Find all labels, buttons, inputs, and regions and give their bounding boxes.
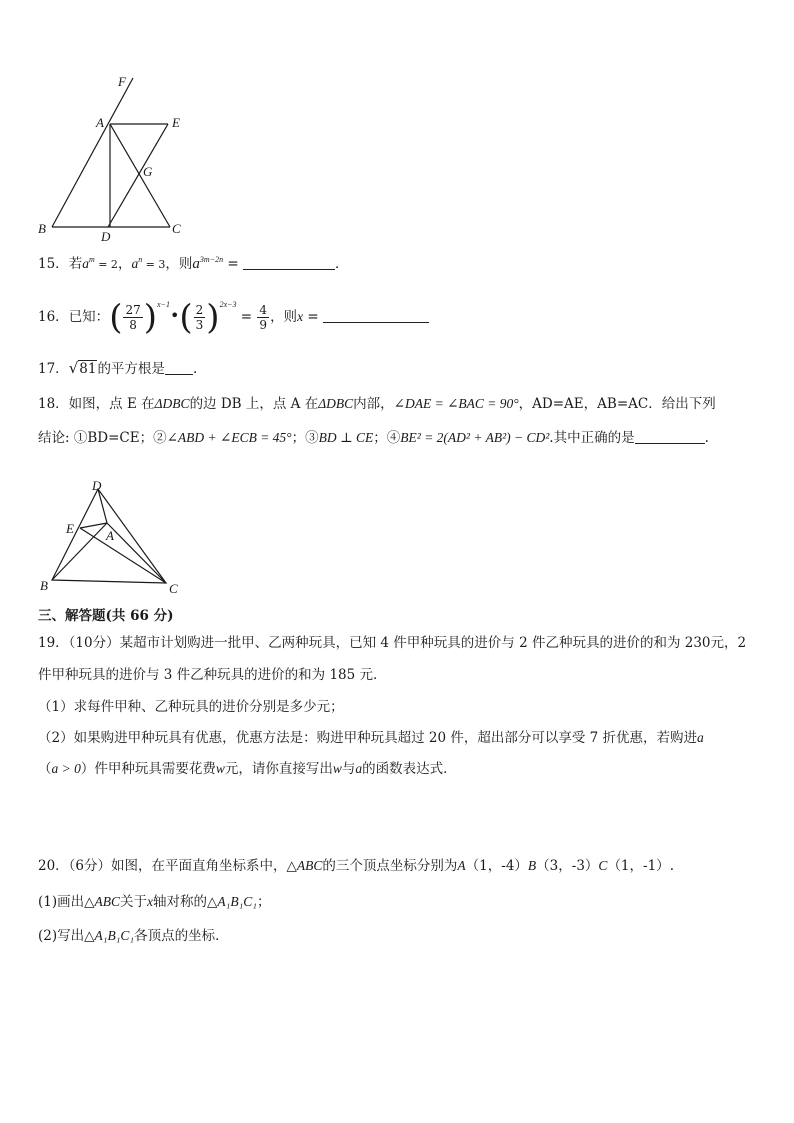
fig2-label-A: A	[106, 528, 114, 543]
question-19-line-1: 19．（10分）某超市计划购进一批甲、乙两种玩具，已知 4 件甲种玩具的进价与 2 件乙种玩具的进价的和为 230元，2	[38, 635, 747, 651]
question-19-part-2-cont: （a > 0）件甲种玩具需要花费w元，请你直接写出w与a的函数表达式．	[38, 761, 457, 777]
question-19-part-1: （1）求每件甲种、乙种玩具的进价分别是多少元；	[38, 699, 344, 715]
question-20-part-2: (2)写出△A₁B₁C₁各顶点的坐标．	[38, 928, 229, 944]
question-16: 16．已知：( $\frac{27}{8}$ )$^{x-1}$•( $\frac{2}{3}$ )$^{2x-3}$ = $\frac{4}{9}$ ，则x =	[38, 298, 429, 335]
question-20-part-1: (1)画出△ABC关于x轴对称的△A₁B₁C₁；	[38, 894, 271, 910]
label-F: F	[118, 74, 126, 89]
answer-blank-15[interactable]	[243, 255, 335, 270]
fig2-label-C: C	[169, 581, 178, 596]
section-heading: 三、解答题(共 66 分)	[38, 608, 174, 624]
fig2-label-E: E	[66, 521, 74, 536]
question-20-line-1: 20．（6分）如图，在平面直角坐标系中，△ABC的三个顶点坐标分别为A（1，-4）B（3，-3）C（1，-1）.	[38, 858, 674, 874]
question-19-line-2: 件甲种玩具的进价与 3 件乙种玩具的进价的和为 185 元．	[38, 667, 387, 683]
fig2-label-D: D	[92, 478, 102, 493]
label-E: E	[172, 115, 180, 130]
answer-blank-18[interactable]	[635, 429, 705, 444]
label-B: B	[38, 221, 46, 236]
answer-blank-16[interactable]	[323, 308, 429, 323]
question-18-line-2: 结论: ①BD=CE；②∠ABD + ∠ECB = 45°；③BD ⊥ CE；④BE² = 2(AD² + AB²) − CD².其中正确的是 .	[38, 430, 709, 446]
question-17: 17．√81的平方根是 .	[38, 359, 198, 377]
label-A: A	[96, 115, 104, 130]
label-C: C	[172, 221, 181, 236]
question-18-line-1: 18．如图，点 E 在ΔDBC的边 DB 上，点 A 在ΔDBC内部，∠DAE = ∠BAC = 90°，AD=AE，AB=AC．给出下列	[38, 396, 716, 412]
geometry-figure-2	[34, 476, 194, 600]
answer-blank-17[interactable]	[165, 360, 193, 375]
fig2-label-B: B	[40, 578, 48, 593]
question-15: 15．若$a^m = 2$，$a^n = 3$，则$a^{3m-2n}$ = ．	[38, 255, 349, 272]
question-19-part-2: （2）如果购进甲种玩具有优惠，优惠方法是：购进甲种玩具超过 20 件，超出部分可以享受 7 折优惠，若购进a	[38, 730, 704, 746]
label-G: G	[143, 164, 153, 179]
geometry-figure-1	[30, 68, 200, 248]
label-D: D	[101, 229, 111, 244]
